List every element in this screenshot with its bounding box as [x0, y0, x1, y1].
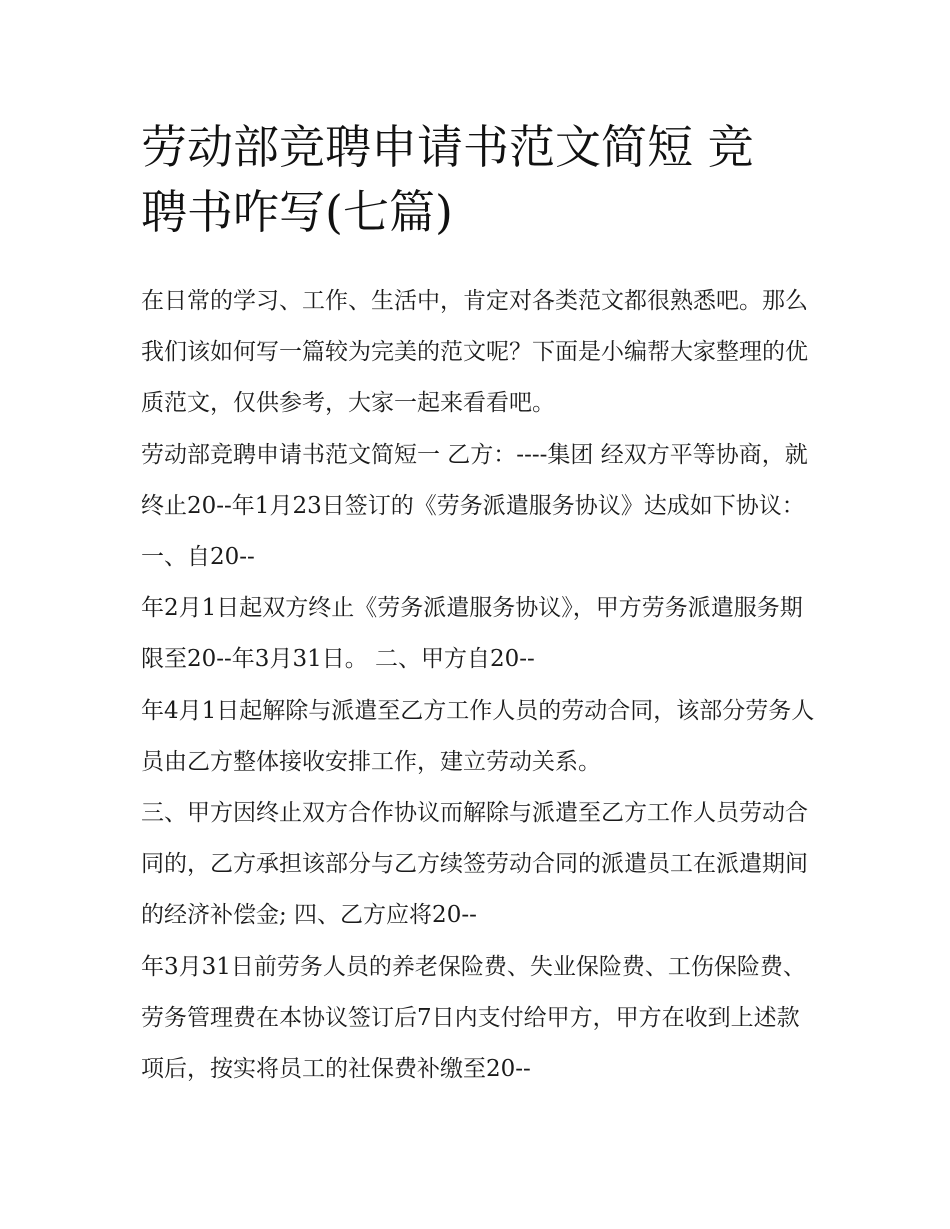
paragraph-clause-2: 年4月1日起解除与派遣至乙方工作人员的劳动合同，该部分劳务人员由乙方整体接收安排工作，建立劳动关系。 — [141, 697, 815, 775]
document-title — [141, 115, 821, 245]
document-body — [141, 276, 816, 1095]
paragraph-clause-1: 年2月1日起双方终止《劳务派遣服务协议》，甲方劳务派遣服务期限至20--年3月31日。 二、甲方自20-- — [141, 595, 803, 673]
title-line-1: 劳动部竞聘申请书范文简短 竞 — [141, 120, 754, 174]
paragraph-clause-4: 年3月31日前劳务人员的养老保险费、失业保险费、工伤保险费、劳务管理费在本协议签订后7日内支付给甲方，甲方在收到上述款项后，按实将员工的社保费补缴至20-- — [141, 953, 806, 1083]
title-line-2: 聘书咋写(七篇) — [141, 185, 453, 239]
paragraph-agreement-intro: 劳动部竞聘申请书范文简短一 乙方：----集团 经双方平等协商，就终止20--年1月23日签订的《劳务派遣服务协议》达成如下协议： 一、自20-- — [141, 441, 808, 571]
paragraph-intro: 在日常的学习、工作、生活中，肯定对各类范文都很熟悉吧。那么我们该如何写一篇较为完美的范文呢？下面是小编帮大家整理的优质范文，仅供参考，大家一起来看看吧。 — [141, 288, 808, 417]
paragraph-clause-3: 三、甲方因终止双方合作协议而解除与派遣至乙方工作人员劳动合同的，乙方承担该部分与乙方续签劳动合同的派遣员工在派遣期间的经济补偿金; 四、乙方应将20-- — [141, 800, 808, 929]
